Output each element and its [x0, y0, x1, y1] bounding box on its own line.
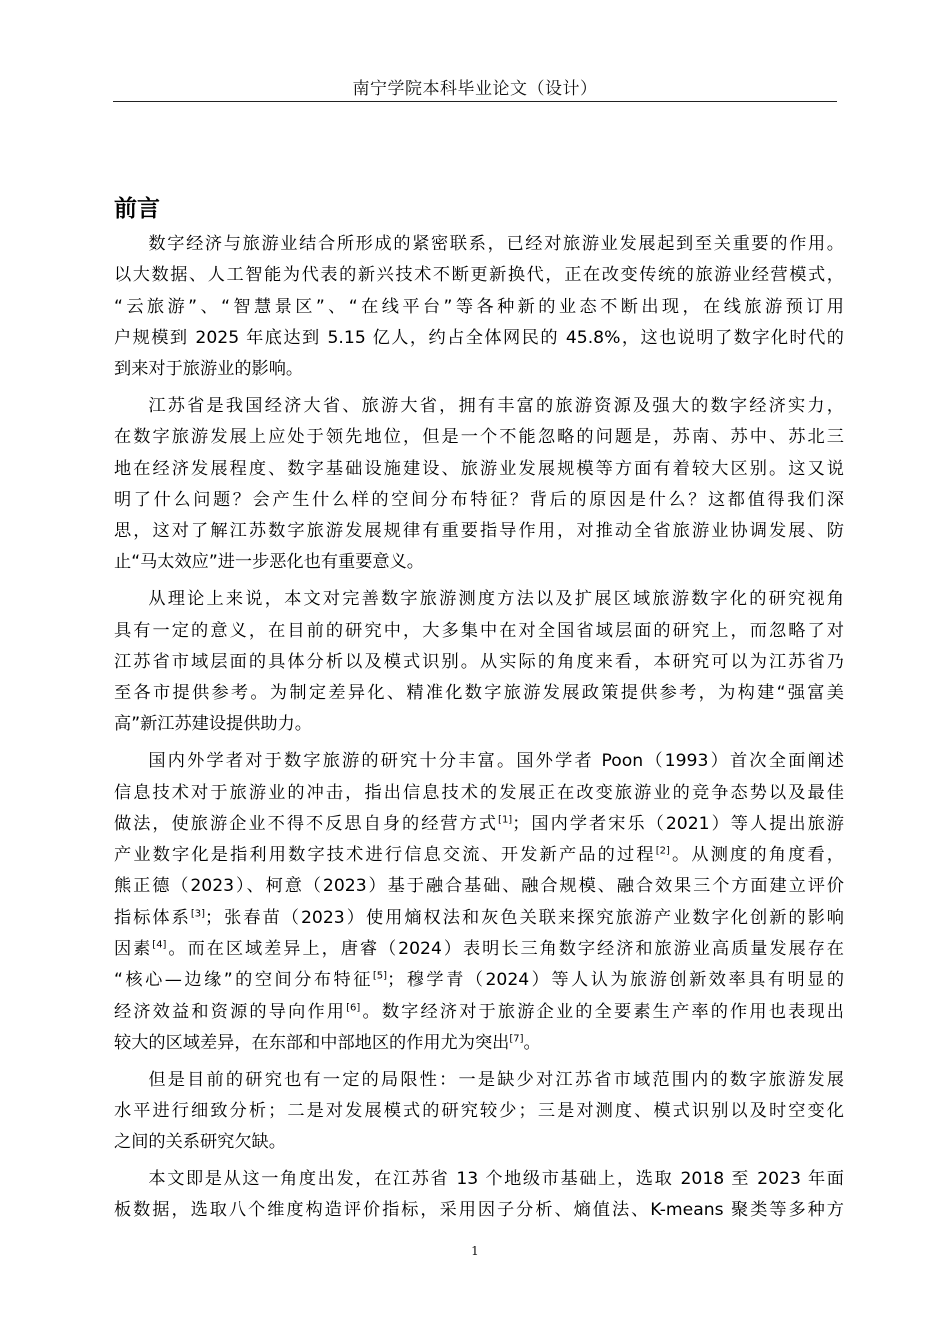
paragraph-line: 板数据，选取八个维度构造评价指标，采用因子分析、熵值法、K-means 聚类等多种方 — [114, 1200, 844, 1221]
paragraph — [114, 1065, 844, 1159]
page-number: 1 — [471, 1244, 479, 1258]
paragraph — [114, 584, 844, 740]
citation-marker: [1] — [498, 814, 513, 826]
paragraph-line: 之间的关系研究欠缺。 — [114, 1132, 286, 1153]
body-text — [114, 229, 844, 1232]
citation-marker: [7] — [509, 1033, 524, 1045]
paragraph-line: 到来对于旅游业的影响。 — [114, 359, 304, 380]
header-rule — [113, 101, 837, 102]
paragraph-line: 地在经济发展程度、数字基础设施建设、旅游业发展规模等方面有着较大区别。这又说 — [114, 458, 844, 479]
section-title: 前言 — [114, 196, 160, 222]
paragraph — [114, 391, 844, 579]
paragraph-line: 明了什么问题？会产生什么样的空间分布特征？背后的原因是什么？这都值得我们深 — [114, 489, 844, 510]
running-header: 南宁学院本科毕业论文（设计） — [352, 79, 598, 99]
paragraph-line: 熊正德（2023）、柯意（2023）基于融合基础、融合规模、融合效果三个方面建立评价 — [114, 876, 844, 897]
paragraph-line: 做法，使旅游企业不得不反思自身的经营方式[1]；国内学者宋乐（2021）等人提出旅游 — [114, 813, 844, 834]
paragraph-line: 数字经济与旅游业结合所形成的紧密联系，已经对旅游业发展起到至关重要的作用。 — [148, 234, 844, 254]
paragraph-line: 以大数据、人工智能为代表的新兴技术不断更新换代，正在改变传统的旅游业经营模式， — [114, 265, 844, 286]
citation-marker: [3] — [190, 908, 205, 919]
paragraph — [114, 1164, 844, 1227]
paragraph-line: 高”新江苏建设提供助力。 — [114, 714, 312, 735]
citation-marker: [4] — [152, 939, 167, 951]
paragraph-line: 因素[4]。而在区域差异上，唐睿（2024）表明长三角数字经济和旅游业高质量发展存在 — [114, 939, 844, 960]
paragraph-line: 至各市提供参考。为制定差异化、精准化数字旅游发展政策提供参考，为构建“强富美 — [114, 683, 844, 704]
paragraph — [114, 229, 844, 385]
paragraph-line: 江苏省市域层面的具体分析以及模式识别。从实际的角度来看，本研究可以为江苏省乃 — [114, 651, 844, 672]
citation-marker: [5] — [372, 970, 388, 982]
paragraph-line: 本文即是从这一角度出发，在江苏省 13 个地级市基础上，选取 2018 至 2023 年面 — [148, 1169, 844, 1190]
paragraph-line: 在数字旅游发展上应处于领先地位，但是一个不能忽略的问题是，苏南、苏中、苏北三 — [114, 427, 844, 448]
paragraph-line: 指标体系[3]；张春苗（2023）使用熵权法和灰色关联来探究旅游产业数字化创新的影响 — [114, 907, 844, 928]
paragraph-line: 国内外学者对于数字旅游的研究十分丰富。国外学者 Poon（1993）首次全面阐述 — [148, 751, 844, 772]
paragraph-line: 户规模到 2025 年底达到 5.15 亿人，约占全体网民的 45.8%，这也说明了数字化时代的 — [114, 327, 844, 348]
paragraph-line: “核心—边缘”的空间分布特征[5]；穆学青（2024）等人认为旅游创新效率具有明显的 — [114, 970, 845, 991]
paragraph — [114, 746, 844, 1059]
paragraph-line: 思，这对了解江苏数字旅游发展规律有重要指导作用，对推动全省旅游业协调发展、防 — [114, 521, 844, 542]
paragraph-line: 从理论上来说，本文对完善数字旅游测度方法以及扩展区域旅游数字化的研究视角 — [148, 589, 844, 610]
paragraph-line: 经济效益和资源的导向作用[6]。数字经济对于旅游企业的全要素生产率的作用也表现出 — [114, 1001, 844, 1022]
paragraph-line: 信息技术对于旅游业的冲击，指出信息技术的发展正在改变旅游业的竞争态势以及最佳 — [114, 782, 844, 803]
paragraph-line: 具有一定的意义，在目前的研究中，大多集中在对全国省域层面的研究上，而忽略了对 — [114, 620, 844, 641]
citation-marker: [6] — [346, 1001, 361, 1013]
paragraph-line: 止“马太效应”进一步恶化也有重要意义。 — [114, 552, 424, 573]
paragraph-line: 水平进行细致分析；二是对发展模式的研究较少；三是对测度、模式识别以及时空变化 — [114, 1101, 844, 1122]
citation-marker: [2] — [655, 845, 670, 857]
paragraph-line: “云旅游”、“智慧景区”、“在线平台”等各种新的业态不断出现，在线旅游预订用 — [114, 296, 844, 317]
paragraph-line: 江苏省是我国经济大省、旅游大省，拥有丰富的旅游资源及强大的数字经济实力， — [148, 395, 844, 416]
paragraph-line: 较大的区域差异，在东部和中部地区的作用尤为突出[7]。 — [114, 1032, 541, 1053]
paragraph-line: 但是目前的研究也有一定的局限性：一是缺少对江苏省市域范围内的数字旅游发展 — [148, 1069, 844, 1090]
paragraph-line: 产业数字化是指利用数字技术进行信息交流、开发新产品的过程[2]。从测度的角度看， — [114, 845, 844, 866]
